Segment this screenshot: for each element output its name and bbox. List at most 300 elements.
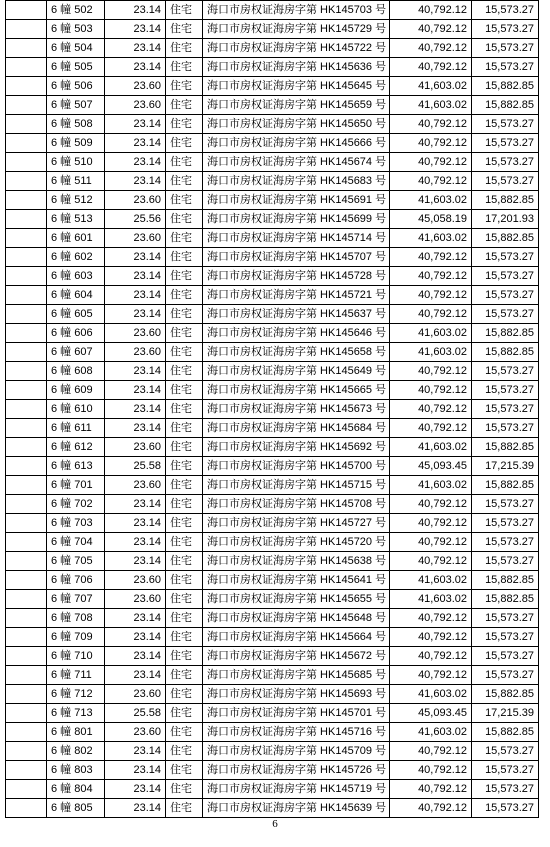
- usage-cell: 住宅: [166, 457, 203, 476]
- value-cell: 40,792.12: [390, 286, 472, 305]
- blank-cell: [6, 305, 47, 324]
- blank-cell: [6, 229, 47, 248]
- table-row: [6, 590, 539, 609]
- unit-cell: 6 幢 804: [47, 780, 105, 799]
- blank-cell: [6, 172, 47, 191]
- usage-cell: 住宅: [166, 628, 203, 647]
- certificate-cell: 海口市房权证海房字第 HK145637 号: [203, 305, 390, 324]
- value-cell: 41,603.02: [390, 723, 472, 742]
- price-cell: 15,573.27: [472, 286, 539, 305]
- unit-cell: 6 幢 710: [47, 647, 105, 666]
- area-cell: 23.14: [105, 761, 166, 780]
- unit-cell: 6 幢 603: [47, 267, 105, 286]
- blank-cell: [6, 704, 47, 723]
- area-cell: 23.14: [105, 267, 166, 286]
- blank-cell: [6, 799, 47, 818]
- usage-cell: 住宅: [166, 761, 203, 780]
- certificate-cell: 海口市房权证海房字第 HK145716 号: [203, 723, 390, 742]
- area-cell: 25.58: [105, 704, 166, 723]
- area-cell: 23.14: [105, 20, 166, 39]
- table-row: [6, 191, 539, 210]
- unit-cell: 6 幢 609: [47, 381, 105, 400]
- usage-cell: 住宅: [166, 666, 203, 685]
- blank-cell: [6, 590, 47, 609]
- certificate-cell: 海口市房权证海房字第 HK145645 号: [203, 77, 390, 96]
- usage-cell: 住宅: [166, 248, 203, 267]
- usage-cell: 住宅: [166, 1, 203, 20]
- certificate-cell: 海口市房权证海房字第 HK145715 号: [203, 476, 390, 495]
- blank-cell: [6, 552, 47, 571]
- blank-cell: [6, 685, 47, 704]
- unit-cell: 6 幢 502: [47, 1, 105, 20]
- table-row: [6, 134, 539, 153]
- table-row: [6, 571, 539, 590]
- certificate-cell: 海口市房权证海房字第 HK145709 号: [203, 742, 390, 761]
- unit-cell: 6 幢 606: [47, 324, 105, 343]
- blank-cell: [6, 58, 47, 77]
- value-cell: 40,792.12: [390, 533, 472, 552]
- usage-cell: 住宅: [166, 609, 203, 628]
- unit-cell: 6 幢 608: [47, 362, 105, 381]
- certificate-cell: 海口市房权证海房字第 HK145728 号: [203, 267, 390, 286]
- unit-cell: 6 幢 612: [47, 438, 105, 457]
- value-cell: 41,603.02: [390, 77, 472, 96]
- table-row: [6, 799, 539, 818]
- value-cell: 40,792.12: [390, 628, 472, 647]
- blank-cell: [6, 628, 47, 647]
- unit-cell: 6 幢 506: [47, 77, 105, 96]
- price-cell: 15,882.85: [472, 229, 539, 248]
- blank-cell: [6, 324, 47, 343]
- usage-cell: 住宅: [166, 685, 203, 704]
- blank-cell: [6, 134, 47, 153]
- certificate-cell: 海口市房权证海房字第 HK145655 号: [203, 590, 390, 609]
- certificate-cell: 海口市房权证海房字第 HK145685 号: [203, 666, 390, 685]
- usage-cell: 住宅: [166, 476, 203, 495]
- blank-cell: [6, 343, 47, 362]
- table-row: [6, 58, 539, 77]
- usage-cell: 住宅: [166, 324, 203, 343]
- blank-cell: [6, 191, 47, 210]
- blank-cell: [6, 20, 47, 39]
- table-row: [6, 552, 539, 571]
- price-cell: 17,215.39: [472, 704, 539, 723]
- value-cell: 40,792.12: [390, 419, 472, 438]
- table-row: [6, 514, 539, 533]
- area-cell: 23.14: [105, 495, 166, 514]
- certificate-cell: 海口市房权证海房字第 HK145658 号: [203, 343, 390, 362]
- table-row: [6, 419, 539, 438]
- blank-cell: [6, 666, 47, 685]
- value-cell: 41,603.02: [390, 685, 472, 704]
- area-cell: 23.14: [105, 666, 166, 685]
- table-row: [6, 742, 539, 761]
- unit-cell: 6 幢 504: [47, 39, 105, 58]
- table-row: [6, 267, 539, 286]
- certificate-cell: 海口市房权证海房字第 HK145659 号: [203, 96, 390, 115]
- value-cell: 40,792.12: [390, 799, 472, 818]
- blank-cell: [6, 514, 47, 533]
- blank-cell: [6, 77, 47, 96]
- blank-cell: [6, 476, 47, 495]
- price-cell: 15,573.27: [472, 742, 539, 761]
- table-row: [6, 210, 539, 229]
- unit-cell: 6 幢 503: [47, 20, 105, 39]
- table-row: [6, 20, 539, 39]
- unit-cell: 6 幢 802: [47, 742, 105, 761]
- area-cell: 25.56: [105, 210, 166, 229]
- certificate-cell: 海口市房权证海房字第 HK145708 号: [203, 495, 390, 514]
- unit-cell: 6 幢 713: [47, 704, 105, 723]
- unit-cell: 6 幢 801: [47, 723, 105, 742]
- area-cell: 23.14: [105, 381, 166, 400]
- price-cell: 15,573.27: [472, 495, 539, 514]
- value-cell: 40,792.12: [390, 153, 472, 172]
- unit-cell: 6 幢 706: [47, 571, 105, 590]
- value-cell: 40,792.12: [390, 647, 472, 666]
- value-cell: 40,792.12: [390, 514, 472, 533]
- usage-cell: 住宅: [166, 742, 203, 761]
- property-table-body: [6, 1, 539, 818]
- certificate-cell: 海口市房权证海房字第 HK145666 号: [203, 134, 390, 153]
- value-cell: 40,792.12: [390, 362, 472, 381]
- unit-cell: 6 幢 711: [47, 666, 105, 685]
- table-row: [6, 761, 539, 780]
- unit-cell: 6 幢 712: [47, 685, 105, 704]
- usage-cell: 住宅: [166, 400, 203, 419]
- blank-cell: [6, 495, 47, 514]
- area-cell: 25.58: [105, 457, 166, 476]
- area-cell: 23.14: [105, 799, 166, 818]
- unit-cell: 6 幢 610: [47, 400, 105, 419]
- usage-cell: 住宅: [166, 115, 203, 134]
- area-cell: 23.14: [105, 419, 166, 438]
- area-cell: 23.14: [105, 286, 166, 305]
- area-cell: 23.14: [105, 742, 166, 761]
- price-cell: 15,573.27: [472, 761, 539, 780]
- certificate-cell: 海口市房权证海房字第 HK145646 号: [203, 324, 390, 343]
- certificate-cell: 海口市房权证海房字第 HK145636 号: [203, 58, 390, 77]
- certificate-cell: 海口市房权证海房字第 HK145684 号: [203, 419, 390, 438]
- price-cell: 15,882.85: [472, 438, 539, 457]
- area-cell: 23.60: [105, 476, 166, 495]
- table-row: [6, 153, 539, 172]
- price-cell: 15,573.27: [472, 381, 539, 400]
- usage-cell: 住宅: [166, 286, 203, 305]
- price-cell: 15,573.27: [472, 248, 539, 267]
- certificate-cell: 海口市房权证海房字第 HK145683 号: [203, 172, 390, 191]
- unit-cell: 6 幢 509: [47, 134, 105, 153]
- value-cell: 40,792.12: [390, 58, 472, 77]
- price-cell: 15,573.27: [472, 20, 539, 39]
- usage-cell: 住宅: [166, 153, 203, 172]
- area-cell: 23.14: [105, 400, 166, 419]
- area-cell: 23.60: [105, 191, 166, 210]
- usage-cell: 住宅: [166, 191, 203, 210]
- certificate-cell: 海口市房权证海房字第 HK145701 号: [203, 704, 390, 723]
- certificate-cell: 海口市房权证海房字第 HK145641 号: [203, 571, 390, 590]
- table-row: [6, 495, 539, 514]
- price-cell: 15,882.85: [472, 476, 539, 495]
- usage-cell: 住宅: [166, 495, 203, 514]
- unit-cell: 6 幢 803: [47, 761, 105, 780]
- usage-cell: 住宅: [166, 172, 203, 191]
- certificate-cell: 海口市房权证海房字第 HK145674 号: [203, 153, 390, 172]
- table-row: [6, 362, 539, 381]
- table-row: [6, 628, 539, 647]
- price-cell: 17,201.93: [472, 210, 539, 229]
- unit-cell: 6 幢 507: [47, 96, 105, 115]
- blank-cell: [6, 39, 47, 58]
- value-cell: 40,792.12: [390, 400, 472, 419]
- area-cell: 23.14: [105, 172, 166, 191]
- area-cell: 23.14: [105, 514, 166, 533]
- value-cell: 40,792.12: [390, 495, 472, 514]
- unit-cell: 6 幢 605: [47, 305, 105, 324]
- price-cell: 15,573.27: [472, 267, 539, 286]
- table-row: [6, 305, 539, 324]
- certificate-cell: 海口市房权证海房字第 HK145719 号: [203, 780, 390, 799]
- blank-cell: [6, 457, 47, 476]
- table-row: [6, 457, 539, 476]
- property-table: [5, 0, 539, 818]
- usage-cell: 住宅: [166, 229, 203, 248]
- table-row: [6, 780, 539, 799]
- blank-cell: [6, 210, 47, 229]
- price-cell: 17,215.39: [472, 457, 539, 476]
- usage-cell: 住宅: [166, 134, 203, 153]
- usage-cell: 住宅: [166, 799, 203, 818]
- area-cell: 23.60: [105, 685, 166, 704]
- table-row: [6, 704, 539, 723]
- blank-cell: [6, 115, 47, 134]
- area-cell: 23.14: [105, 609, 166, 628]
- price-cell: 15,882.85: [472, 590, 539, 609]
- price-cell: 15,882.85: [472, 96, 539, 115]
- certificate-cell: 海口市房权证海房字第 HK145722 号: [203, 39, 390, 58]
- blank-cell: [6, 362, 47, 381]
- blank-cell: [6, 267, 47, 286]
- value-cell: 40,792.12: [390, 381, 472, 400]
- area-cell: 23.60: [105, 324, 166, 343]
- unit-cell: 6 幢 709: [47, 628, 105, 647]
- usage-cell: 住宅: [166, 305, 203, 324]
- unit-cell: 6 幢 805: [47, 799, 105, 818]
- price-cell: 15,573.27: [472, 609, 539, 628]
- usage-cell: 住宅: [166, 780, 203, 799]
- blank-cell: [6, 609, 47, 628]
- table-row: [6, 96, 539, 115]
- blank-cell: [6, 153, 47, 172]
- blank-cell: [6, 1, 47, 20]
- value-cell: 40,792.12: [390, 20, 472, 39]
- usage-cell: 住宅: [166, 362, 203, 381]
- area-cell: 23.14: [105, 58, 166, 77]
- blank-cell: [6, 742, 47, 761]
- price-cell: 15,573.27: [472, 647, 539, 666]
- certificate-cell: 海口市房权证海房字第 HK145638 号: [203, 552, 390, 571]
- price-cell: 15,882.85: [472, 77, 539, 96]
- usage-cell: 住宅: [166, 723, 203, 742]
- value-cell: 45,093.45: [390, 457, 472, 476]
- price-cell: 15,573.27: [472, 115, 539, 134]
- table-row: [6, 685, 539, 704]
- unit-cell: 6 幢 601: [47, 229, 105, 248]
- table-row: [6, 381, 539, 400]
- value-cell: 45,093.45: [390, 704, 472, 723]
- price-cell: 15,573.27: [472, 552, 539, 571]
- certificate-cell: 海口市房权证海房字第 HK145726 号: [203, 761, 390, 780]
- usage-cell: 住宅: [166, 58, 203, 77]
- area-cell: 23.14: [105, 552, 166, 571]
- area-cell: 23.60: [105, 96, 166, 115]
- area-cell: 23.14: [105, 1, 166, 20]
- area-cell: 23.14: [105, 647, 166, 666]
- area-cell: 23.14: [105, 39, 166, 58]
- table-row: [6, 115, 539, 134]
- value-cell: 41,603.02: [390, 476, 472, 495]
- certificate-cell: 海口市房权证海房字第 HK145714 号: [203, 229, 390, 248]
- area-cell: 23.60: [105, 571, 166, 590]
- certificate-cell: 海口市房权证海房字第 HK145720 号: [203, 533, 390, 552]
- certificate-cell: 海口市房权证海房字第 HK145707 号: [203, 248, 390, 267]
- price-cell: 15,573.27: [472, 628, 539, 647]
- usage-cell: 住宅: [166, 571, 203, 590]
- unit-cell: 6 幢 607: [47, 343, 105, 362]
- unit-cell: 6 幢 513: [47, 210, 105, 229]
- price-cell: 15,882.85: [472, 191, 539, 210]
- unit-cell: 6 幢 512: [47, 191, 105, 210]
- area-cell: 23.14: [105, 780, 166, 799]
- certificate-cell: 海口市房权证海房字第 HK145692 号: [203, 438, 390, 457]
- price-cell: 15,573.27: [472, 305, 539, 324]
- price-cell: 15,573.27: [472, 153, 539, 172]
- value-cell: 40,792.12: [390, 134, 472, 153]
- blank-cell: [6, 761, 47, 780]
- blank-cell: [6, 381, 47, 400]
- area-cell: 23.14: [105, 134, 166, 153]
- table-row: [6, 39, 539, 58]
- property-table-container: [5, 0, 538, 818]
- price-cell: 15,573.27: [472, 780, 539, 799]
- value-cell: 40,792.12: [390, 666, 472, 685]
- usage-cell: 住宅: [166, 419, 203, 438]
- area-cell: 23.14: [105, 115, 166, 134]
- price-cell: 15,882.85: [472, 324, 539, 343]
- price-cell: 15,573.27: [472, 419, 539, 438]
- price-cell: 15,573.27: [472, 58, 539, 77]
- table-row: [6, 172, 539, 191]
- usage-cell: 住宅: [166, 96, 203, 115]
- unit-cell: 6 幢 611: [47, 419, 105, 438]
- value-cell: 40,792.12: [390, 305, 472, 324]
- usage-cell: 住宅: [166, 438, 203, 457]
- price-cell: 15,882.85: [472, 571, 539, 590]
- unit-cell: 6 幢 701: [47, 476, 105, 495]
- area-cell: 23.14: [105, 628, 166, 647]
- certificate-cell: 海口市房权证海房字第 HK145699 号: [203, 210, 390, 229]
- area-cell: 23.60: [105, 77, 166, 96]
- area-cell: 23.60: [105, 723, 166, 742]
- table-row: [6, 343, 539, 362]
- table-row: [6, 647, 539, 666]
- table-row: [6, 723, 539, 742]
- value-cell: 40,792.12: [390, 1, 472, 20]
- area-cell: 23.60: [105, 229, 166, 248]
- value-cell: 41,603.02: [390, 191, 472, 210]
- table-row: [6, 324, 539, 343]
- area-cell: 23.14: [105, 305, 166, 324]
- price-cell: 15,573.27: [472, 134, 539, 153]
- table-row: [6, 1, 539, 20]
- table-row: [6, 476, 539, 495]
- unit-cell: 6 幢 613: [47, 457, 105, 476]
- blank-cell: [6, 723, 47, 742]
- price-cell: 15,882.85: [472, 685, 539, 704]
- unit-cell: 6 幢 703: [47, 514, 105, 533]
- blank-cell: [6, 438, 47, 457]
- unit-cell: 6 幢 604: [47, 286, 105, 305]
- usage-cell: 住宅: [166, 77, 203, 96]
- unit-cell: 6 幢 602: [47, 248, 105, 267]
- unit-cell: 6 幢 510: [47, 153, 105, 172]
- value-cell: 41,603.02: [390, 571, 472, 590]
- blank-cell: [6, 533, 47, 552]
- blank-cell: [6, 647, 47, 666]
- table-row: [6, 438, 539, 457]
- blank-cell: [6, 571, 47, 590]
- usage-cell: 住宅: [166, 647, 203, 666]
- table-row: [6, 533, 539, 552]
- usage-cell: 住宅: [166, 381, 203, 400]
- value-cell: 40,792.12: [390, 552, 472, 571]
- blank-cell: [6, 780, 47, 799]
- price-cell: 15,573.27: [472, 39, 539, 58]
- usage-cell: 住宅: [166, 552, 203, 571]
- value-cell: 45,058.19: [390, 210, 472, 229]
- certificate-cell: 海口市房权证海房字第 HK145729 号: [203, 20, 390, 39]
- value-cell: 41,603.02: [390, 324, 472, 343]
- table-row: [6, 609, 539, 628]
- price-cell: 15,573.27: [472, 533, 539, 552]
- certificate-cell: 海口市房权证海房字第 HK145721 号: [203, 286, 390, 305]
- area-cell: 23.60: [105, 438, 166, 457]
- table-row: [6, 229, 539, 248]
- usage-cell: 住宅: [166, 20, 203, 39]
- usage-cell: 住宅: [166, 533, 203, 552]
- blank-cell: [6, 286, 47, 305]
- blank-cell: [6, 248, 47, 267]
- usage-cell: 住宅: [166, 267, 203, 286]
- unit-cell: 6 幢 707: [47, 590, 105, 609]
- price-cell: 15,573.27: [472, 666, 539, 685]
- certificate-cell: 海口市房权证海房字第 HK145664 号: [203, 628, 390, 647]
- area-cell: 23.14: [105, 362, 166, 381]
- table-row: [6, 286, 539, 305]
- area-cell: 23.60: [105, 343, 166, 362]
- certificate-cell: 海口市房权证海房字第 HK145650 号: [203, 115, 390, 134]
- value-cell: 40,792.12: [390, 780, 472, 799]
- usage-cell: 住宅: [166, 704, 203, 723]
- certificate-cell: 海口市房权证海房字第 HK145700 号: [203, 457, 390, 476]
- value-cell: 41,603.02: [390, 343, 472, 362]
- table-row: [6, 248, 539, 267]
- value-cell: 40,792.12: [390, 115, 472, 134]
- area-cell: 23.60: [105, 590, 166, 609]
- price-cell: 15,882.85: [472, 343, 539, 362]
- usage-cell: 住宅: [166, 514, 203, 533]
- usage-cell: 住宅: [166, 210, 203, 229]
